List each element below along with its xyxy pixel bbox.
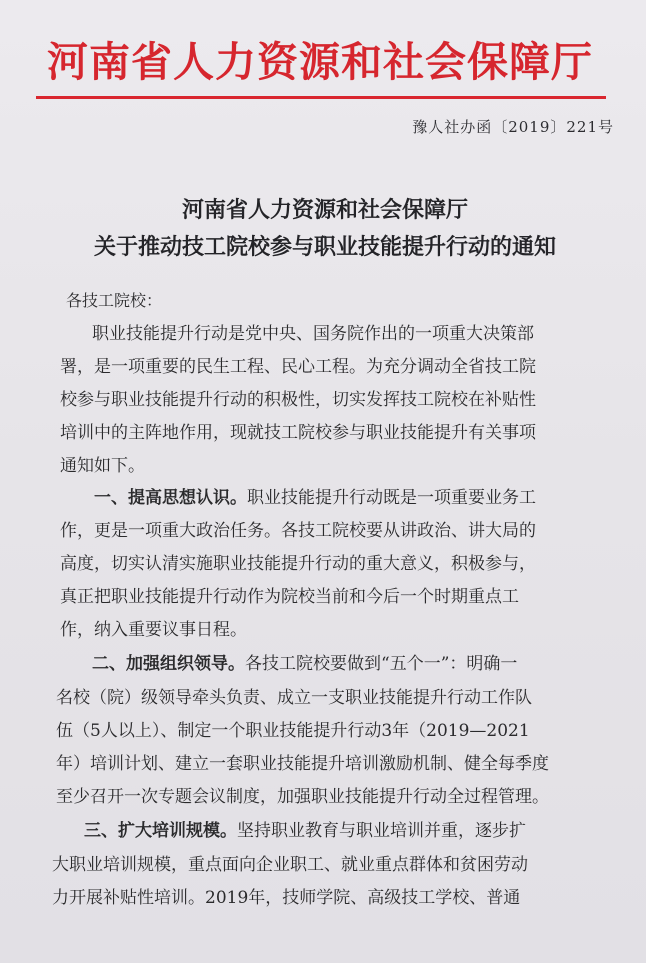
section-2-heading: 二、加强组织领导。 [92, 654, 245, 674]
intro-line: 署，是一项重要的民生工程、民心工程。为充分调动全省技工院 [60, 357, 536, 377]
section-1-line: 作，更是一项重大政治任务。各技工院校要从讲政治、讲大局的 [60, 521, 536, 541]
intro-line: 校参与职业技能提升行动的积极性，切实发挥技工院校在补贴性 [60, 390, 536, 410]
section-2-line: 伍（5人以上）、制定一个职业技能提升行动3年（2019—2021 [56, 721, 530, 741]
section-1-text: 职业技能提升行动既是一项重要业务工 [247, 488, 536, 508]
agency-letterhead: 河南省人力资源和社会保障厅 [47, 38, 593, 86]
section-2-line: 年）培训计划、建立一套职业技能提升培训激励机制、健全每季度 [56, 754, 549, 774]
document-title-line-2: 关于推动技工院校参与职业技能提升行动的通知 [93, 235, 556, 260]
section-3-heading: 三、扩大培训规模。 [84, 821, 237, 841]
document-number: 豫人社办函〔2019〕221号 [412, 118, 614, 136]
intro-line: 培训中的主阵地作用，现就技工院校参与职业技能提升有关事项 [60, 423, 536, 443]
intro-line: 通知如下。 [60, 456, 145, 476]
section-3-line: 力开展补贴性培训。2019年，技师学院、高级技工学校、普通 [52, 888, 521, 908]
section-1-heading: 一、提高思想认识。 [94, 488, 247, 508]
section-1-first-line [94, 487, 536, 509]
intro-line: 职业技能提升行动是党中央、国务院作出的一项重大决策部 [92, 324, 534, 344]
section-2-first-line [92, 653, 517, 675]
section-3-line: 大职业培训规模，重点面向企业职工、就业重点群体和贫困劳动 [52, 855, 528, 875]
section-1-line: 作，纳入重要议事日程。 [60, 620, 247, 640]
red-divider-line [36, 96, 606, 99]
section-3-first-line [84, 820, 526, 842]
section-3-text: 坚持职业教育与职业培训并重，逐步扩 [237, 821, 526, 841]
document-title-line-1: 河南省人力资源和社会保障厅 [181, 198, 468, 223]
section-2-text: 各技工院校要做到“五个一”：明确一 [245, 654, 518, 674]
section-2-line: 名校（院）级领导牵头负责、成立一支职业技能提升行动工作队 [56, 688, 532, 708]
salutation: 各技工院校： [66, 291, 163, 310]
section-1-line: 真正把职业技能提升行动作为院校当前和今后一个时期重点工 [60, 587, 519, 607]
section-1-line: 高度，切实认清实施职业技能提升行动的重大意义，积极参与， [60, 554, 536, 574]
section-2-line: 至少召开一次专题会议制度，加强职业技能提升行动全过程管理。 [56, 787, 549, 807]
